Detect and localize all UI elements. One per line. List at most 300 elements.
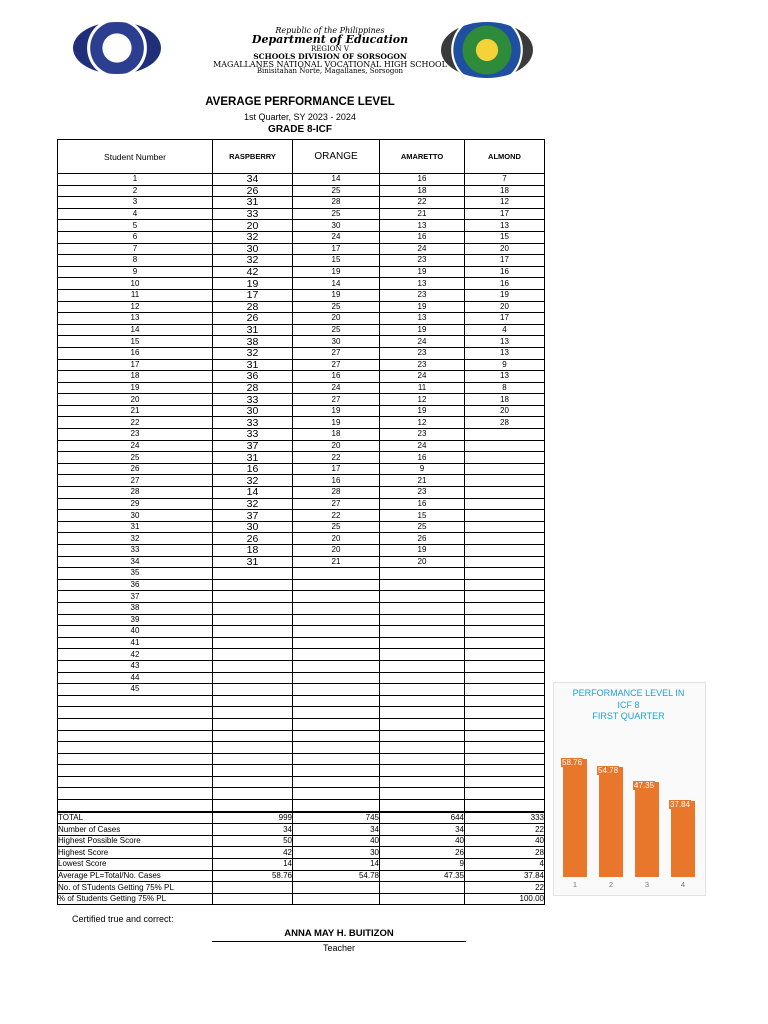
summary-value-almond: 333 <box>465 812 545 824</box>
summary-value-almond: 4 <box>465 859 545 871</box>
cell-almond <box>465 800 545 812</box>
cell-almond: 20 <box>465 405 545 417</box>
cell-amaretto: 18 <box>380 185 465 197</box>
cell-amaretto: 21 <box>380 208 465 220</box>
table-row <box>58 753 545 765</box>
signatory-name: ANNA MAY H. BUITIZON <box>284 928 394 939</box>
cell-raspberry: 36 <box>213 371 293 383</box>
cell-raspberry <box>213 626 293 638</box>
cell-raspberry <box>213 568 293 580</box>
cell-almond: 18 <box>465 185 545 197</box>
cell-almond: 16 <box>465 266 545 278</box>
chart-x-tick: 1 <box>572 880 578 889</box>
cell-orange: 25 <box>293 208 380 220</box>
table-row <box>58 475 545 487</box>
summary-value-amaretto <box>380 882 465 894</box>
table-row <box>58 266 545 278</box>
cell-orange <box>293 568 380 580</box>
table-row <box>58 568 545 580</box>
cell-student-number: 33 <box>58 545 213 557</box>
cell-student-number: 44 <box>58 672 213 684</box>
deped-seal-logo <box>73 22 161 74</box>
cell-almond: 9 <box>465 359 545 371</box>
cell-almond <box>465 707 545 719</box>
chart-bar <box>635 782 659 877</box>
table-row <box>58 521 545 533</box>
summary-value-almond: 100.00 <box>465 893 545 905</box>
table-row <box>58 289 545 301</box>
cell-orange <box>293 684 380 696</box>
table-row <box>58 614 545 626</box>
cell-raspberry <box>213 649 293 661</box>
cell-raspberry: 18 <box>213 545 293 557</box>
cell-orange: 18 <box>293 429 380 441</box>
cell-amaretto: 16 <box>380 174 465 186</box>
signature-line <box>212 941 466 942</box>
cell-student-number: 34 <box>58 556 213 568</box>
summary-value-almond: 22 <box>465 882 545 894</box>
cell-student-number: 35 <box>58 568 213 580</box>
cell-raspberry: 37 <box>213 440 293 452</box>
cell-raspberry: 26 <box>213 533 293 545</box>
cell-raspberry: 38 <box>213 336 293 348</box>
table-row <box>58 313 545 325</box>
cell-raspberry: 42 <box>213 266 293 278</box>
cell-almond <box>465 742 545 754</box>
cell-raspberry: 33 <box>213 394 293 406</box>
col-header-raspberry: RASPBERRY <box>213 140 293 174</box>
cell-almond <box>465 487 545 499</box>
cell-raspberry <box>213 579 293 591</box>
cell-student-number: 38 <box>58 602 213 614</box>
summary-value-orange: 54.78 <box>293 870 380 882</box>
table-row <box>58 718 545 730</box>
cell-student-number: 24 <box>58 440 213 452</box>
cell-almond: 20 <box>465 243 545 255</box>
table-row <box>58 730 545 742</box>
cell-almond <box>465 602 545 614</box>
chart-x-tick: 2 <box>608 880 614 889</box>
cell-raspberry: 32 <box>213 347 293 359</box>
cell-orange <box>293 614 380 626</box>
table-row <box>58 684 545 696</box>
cell-raspberry <box>213 660 293 672</box>
cell-student-number: 3 <box>58 197 213 209</box>
cell-amaretto <box>380 753 465 765</box>
table-row <box>58 394 545 406</box>
table-row <box>58 405 545 417</box>
cell-student-number: 18 <box>58 371 213 383</box>
table-row <box>58 672 545 684</box>
cell-amaretto: 21 <box>380 475 465 487</box>
cell-student-number: 41 <box>58 637 213 649</box>
cell-orange: 17 <box>293 463 380 475</box>
table-row <box>58 649 545 661</box>
cell-amaretto: 19 <box>380 301 465 313</box>
table-row <box>58 324 545 336</box>
table-row <box>58 498 545 510</box>
certified-text: Certified true and correct: <box>72 914 174 924</box>
summary-value-orange: 30 <box>293 847 380 859</box>
cell-orange: 17 <box>293 243 380 255</box>
table-row <box>58 591 545 603</box>
cell-student-number <box>58 800 213 812</box>
cell-almond <box>465 637 545 649</box>
summary-value-amaretto: 47.35 <box>380 870 465 882</box>
cell-student-number: 21 <box>58 405 213 417</box>
cell-raspberry: 33 <box>213 208 293 220</box>
cell-orange: 25 <box>293 185 380 197</box>
cell-student-number <box>58 753 213 765</box>
cell-almond <box>465 649 545 661</box>
report-title: AVERAGE PERFORMANCE LEVEL <box>205 96 395 108</box>
summary-row <box>58 882 545 894</box>
table-row <box>58 660 545 672</box>
cell-orange: 20 <box>293 313 380 325</box>
cell-orange: 25 <box>293 324 380 336</box>
cell-almond: 16 <box>465 278 545 290</box>
cell-raspberry <box>213 742 293 754</box>
cell-almond <box>465 545 545 557</box>
cell-student-number: 8 <box>58 255 213 267</box>
table-row <box>58 382 545 394</box>
cell-almond: 19 <box>465 289 545 301</box>
cell-orange: 16 <box>293 475 380 487</box>
cell-raspberry: 32 <box>213 255 293 267</box>
cell-almond: 13 <box>465 371 545 383</box>
table-row <box>58 231 545 243</box>
cell-amaretto: 24 <box>380 371 465 383</box>
signatory-role: Teacher <box>322 943 356 953</box>
cell-almond: 8 <box>465 382 545 394</box>
cell-student-number: 17 <box>58 359 213 371</box>
cell-almond <box>465 521 545 533</box>
chart-bar <box>599 767 623 877</box>
table-row <box>58 695 545 707</box>
performance-table <box>57 139 545 905</box>
summary-row <box>58 847 545 859</box>
table-row <box>58 301 545 313</box>
cell-almond <box>465 568 545 580</box>
cell-amaretto <box>380 660 465 672</box>
cell-student-number: 2 <box>58 185 213 197</box>
cell-almond <box>465 556 545 568</box>
cell-orange <box>293 626 380 638</box>
cell-orange: 20 <box>293 533 380 545</box>
table-row <box>58 510 545 522</box>
chart-data-label: 47.35 <box>634 781 655 791</box>
cell-raspberry: 32 <box>213 498 293 510</box>
cell-almond: 7 <box>465 174 545 186</box>
cell-amaretto: 16 <box>380 498 465 510</box>
cell-student-number: 23 <box>58 429 213 441</box>
cell-orange <box>293 753 380 765</box>
chart-title <box>553 688 704 723</box>
table-row <box>58 487 545 499</box>
summary-value-raspberry <box>213 882 293 894</box>
summary-row <box>58 812 545 824</box>
cell-amaretto: 24 <box>380 243 465 255</box>
table-row <box>58 174 545 186</box>
cell-student-number: 9 <box>58 266 213 278</box>
summary-value-almond: 22 <box>465 824 545 836</box>
cell-amaretto <box>380 742 465 754</box>
summary-value-orange: 40 <box>293 835 380 847</box>
cell-raspberry: 20 <box>213 220 293 232</box>
cell-raspberry: 33 <box>213 429 293 441</box>
cell-raspberry: 37 <box>213 510 293 522</box>
cell-raspberry: 28 <box>213 382 293 394</box>
cell-amaretto: 25 <box>380 521 465 533</box>
header-address: Binisitahan Norte, Magallanes, Sorsogon <box>256 67 404 75</box>
summary-value-almond: 28 <box>465 847 545 859</box>
cell-student-number: 4 <box>58 208 213 220</box>
cell-raspberry <box>213 602 293 614</box>
col-header-orange: ORANGE <box>293 140 380 174</box>
table-row <box>58 545 545 557</box>
table-row <box>58 429 545 441</box>
cell-amaretto <box>380 800 465 812</box>
cell-amaretto: 22 <box>380 197 465 209</box>
cell-amaretto <box>380 695 465 707</box>
cell-orange <box>293 718 380 730</box>
table-row <box>58 800 545 812</box>
summary-value-raspberry: 58.76 <box>213 870 293 882</box>
cell-almond <box>465 498 545 510</box>
cell-amaretto <box>380 649 465 661</box>
table-row <box>58 776 545 788</box>
cell-orange: 28 <box>293 487 380 499</box>
cell-almond <box>465 684 545 696</box>
cell-amaretto: 23 <box>380 347 465 359</box>
cell-amaretto <box>380 684 465 696</box>
cell-raspberry <box>213 684 293 696</box>
cell-student-number <box>58 707 213 719</box>
cell-almond: 18 <box>465 394 545 406</box>
table-row <box>58 626 545 638</box>
table-row <box>58 371 545 383</box>
cell-student-number <box>58 730 213 742</box>
summary-value-amaretto: 34 <box>380 824 465 836</box>
cell-almond: 13 <box>465 336 545 348</box>
cell-orange: 24 <box>293 231 380 243</box>
table-row <box>58 359 545 371</box>
summary-value-amaretto: 40 <box>380 835 465 847</box>
cell-raspberry <box>213 707 293 719</box>
cell-student-number: 36 <box>58 579 213 591</box>
chart-title-line: ICF 8 <box>617 699 640 710</box>
summary-label: % of Students Getting 75% PL <box>58 893 213 905</box>
summary-label: TOTAL <box>58 812 213 824</box>
header-department: Department of Education <box>251 33 409 46</box>
cell-orange <box>293 579 380 591</box>
cell-amaretto <box>380 718 465 730</box>
summary-value-amaretto: 9 <box>380 859 465 871</box>
chart-bar <box>671 801 695 877</box>
cell-orange: 22 <box>293 510 380 522</box>
cell-raspberry <box>213 695 293 707</box>
cell-raspberry: 19 <box>213 278 293 290</box>
cell-amaretto: 23 <box>380 429 465 441</box>
cell-amaretto: 23 <box>380 487 465 499</box>
cell-orange <box>293 591 380 603</box>
cell-student-number: 30 <box>58 510 213 522</box>
cell-raspberry <box>213 730 293 742</box>
cell-student-number <box>58 742 213 754</box>
cell-student-number: 10 <box>58 278 213 290</box>
table-row <box>58 533 545 545</box>
chart-data-label: 58.76 <box>562 758 583 768</box>
cell-orange <box>293 649 380 661</box>
cell-orange: 28 <box>293 197 380 209</box>
cell-raspberry: 33 <box>213 417 293 429</box>
chart-x-tick: 4 <box>680 880 686 889</box>
table-row <box>58 463 545 475</box>
cell-raspberry: 31 <box>213 197 293 209</box>
cell-raspberry: 26 <box>213 313 293 325</box>
cell-student-number: 19 <box>58 382 213 394</box>
cell-almond <box>465 510 545 522</box>
cell-orange <box>293 660 380 672</box>
header-school: MAGALLANES NATIONAL VOCATIONAL HIGH SCHOOL <box>213 60 447 69</box>
cell-student-number: 20 <box>58 394 213 406</box>
col-header-almond: ALMOND <box>465 140 545 174</box>
chart-x-tick: 3 <box>644 880 650 889</box>
cell-raspberry <box>213 672 293 684</box>
cell-orange <box>293 730 380 742</box>
cell-raspberry <box>213 718 293 730</box>
cell-orange: 14 <box>293 278 380 290</box>
cell-orange: 22 <box>293 452 380 464</box>
cell-student-number: 43 <box>58 660 213 672</box>
cell-student-number: 22 <box>58 417 213 429</box>
cell-almond <box>465 672 545 684</box>
cell-amaretto <box>380 568 465 580</box>
cell-almond <box>465 718 545 730</box>
cell-orange: 27 <box>293 498 380 510</box>
cell-orange: 21 <box>293 556 380 568</box>
table-row <box>58 243 545 255</box>
summary-value-raspberry: 999 <box>213 812 293 824</box>
summary-value-raspberry: 34 <box>213 824 293 836</box>
summary-value-orange: 14 <box>293 859 380 871</box>
cell-raspberry <box>213 591 293 603</box>
summary-row <box>58 835 545 847</box>
summary-value-orange: 745 <box>293 812 380 824</box>
cell-orange: 20 <box>293 545 380 557</box>
summary-value-orange: 34 <box>293 824 380 836</box>
cell-almond <box>465 475 545 487</box>
cell-raspberry <box>213 765 293 777</box>
cell-raspberry: 30 <box>213 243 293 255</box>
cell-student-number <box>58 776 213 788</box>
cell-raspberry: 31 <box>213 324 293 336</box>
table-row <box>58 197 545 209</box>
cell-raspberry: 32 <box>213 475 293 487</box>
header-division: SCHOOLS DIVISION OF SORSOGON <box>253 52 407 61</box>
cell-orange <box>293 742 380 754</box>
table-row <box>58 765 545 777</box>
cell-raspberry <box>213 800 293 812</box>
cell-amaretto: 9 <box>380 463 465 475</box>
cell-raspberry: 32 <box>213 231 293 243</box>
cell-orange: 19 <box>293 266 380 278</box>
summary-value-orange <box>293 882 380 894</box>
cell-raspberry: 31 <box>213 359 293 371</box>
cell-student-number: 27 <box>58 475 213 487</box>
cell-almond: 17 <box>465 313 545 325</box>
cell-orange: 30 <box>293 336 380 348</box>
cell-student-number <box>58 765 213 777</box>
cell-amaretto: 13 <box>380 278 465 290</box>
col-header-amaretto: AMARETTO <box>380 140 465 174</box>
cell-student-number: 42 <box>58 649 213 661</box>
cell-student-number: 1 <box>58 174 213 186</box>
cell-amaretto <box>380 707 465 719</box>
table-row <box>58 220 545 232</box>
cell-amaretto: 16 <box>380 452 465 464</box>
cell-orange: 19 <box>293 405 380 417</box>
summary-value-raspberry <box>213 893 293 905</box>
cell-almond: 28 <box>465 417 545 429</box>
cell-amaretto: 19 <box>380 405 465 417</box>
summary-row <box>58 893 545 905</box>
cell-orange: 25 <box>293 521 380 533</box>
summary-label: Highest Score <box>58 847 213 859</box>
summary-value-amaretto <box>380 893 465 905</box>
cell-student-number: 14 <box>58 324 213 336</box>
cell-amaretto: 23 <box>380 289 465 301</box>
cell-student-number: 45 <box>58 684 213 696</box>
cell-almond <box>465 440 545 452</box>
summary-value-raspberry: 50 <box>213 835 293 847</box>
table-row <box>58 788 545 800</box>
cell-orange: 30 <box>293 220 380 232</box>
cell-raspberry <box>213 788 293 800</box>
summary-label: Highest Possible Score <box>58 835 213 847</box>
cell-student-number: 5 <box>58 220 213 232</box>
chart-data-label: 37.84 <box>670 800 691 810</box>
cell-amaretto: 23 <box>380 359 465 371</box>
cell-student-number: 11 <box>58 289 213 301</box>
cell-orange: 27 <box>293 394 380 406</box>
summary-value-almond: 40 <box>465 835 545 847</box>
cell-raspberry <box>213 776 293 788</box>
cell-almond <box>465 591 545 603</box>
cell-almond: 4 <box>465 324 545 336</box>
cell-amaretto <box>380 730 465 742</box>
cell-almond <box>465 776 545 788</box>
table-row <box>58 637 545 649</box>
cell-amaretto: 15 <box>380 510 465 522</box>
cell-orange: 27 <box>293 347 380 359</box>
cell-amaretto <box>380 614 465 626</box>
cell-amaretto: 13 <box>380 313 465 325</box>
report-grade: GRADE 8-ICF <box>268 124 332 135</box>
cell-student-number: 16 <box>58 347 213 359</box>
cell-almond <box>465 463 545 475</box>
cell-amaretto <box>380 626 465 638</box>
summary-label: Number of Cases <box>58 824 213 836</box>
summary-label: No. of STudents Getting 75% PL <box>58 882 213 894</box>
cell-amaretto: 11 <box>380 382 465 394</box>
cell-student-number: 15 <box>58 336 213 348</box>
summary-value-raspberry: 42 <box>213 847 293 859</box>
cell-almond <box>465 765 545 777</box>
cell-orange <box>293 672 380 684</box>
cell-student-number: 37 <box>58 591 213 603</box>
summary-value-amaretto: 26 <box>380 847 465 859</box>
